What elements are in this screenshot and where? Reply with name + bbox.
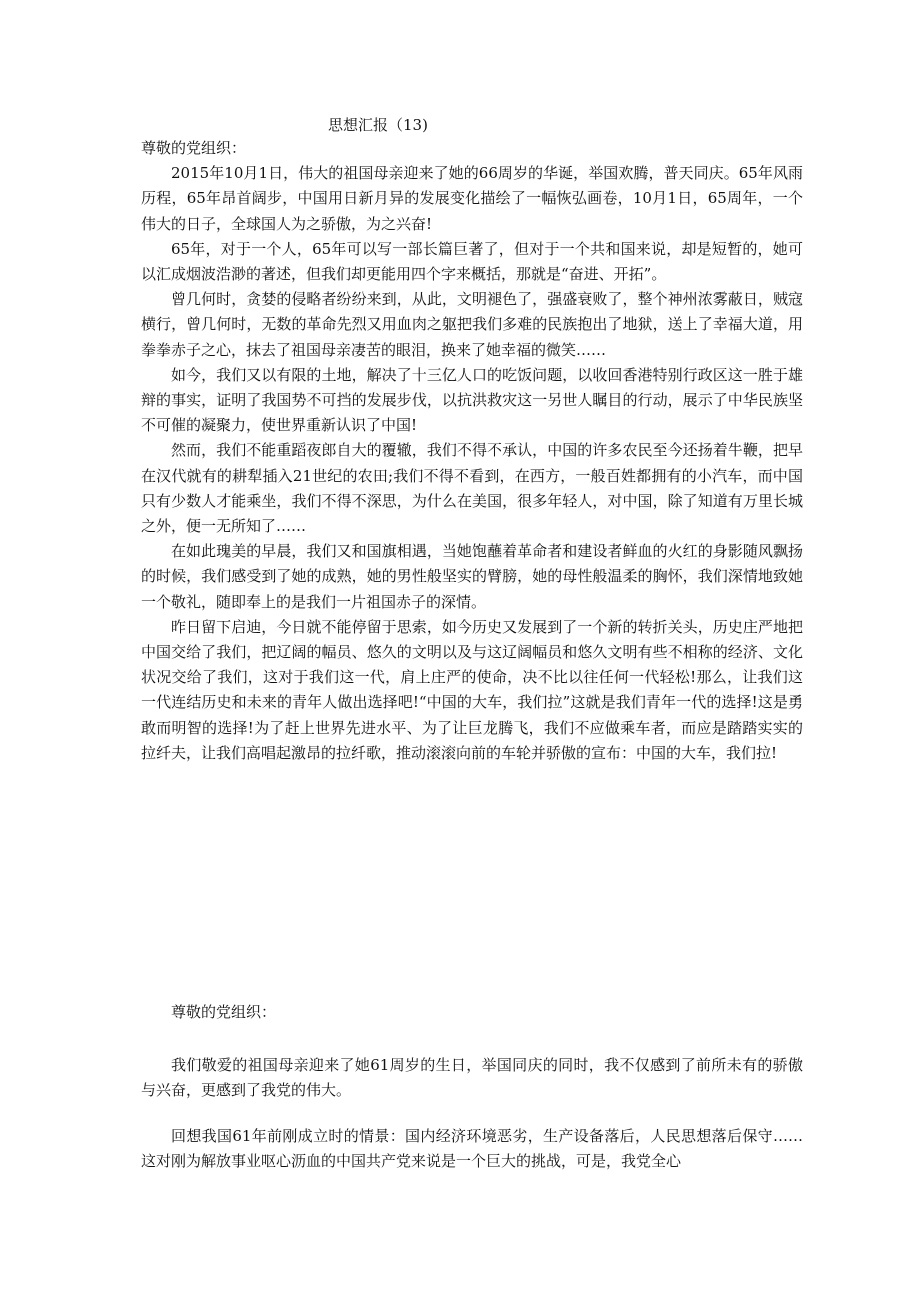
body-paragraph: 如今，我们又以有限的土地，解决了十三亿人口的吃饭问题，以收回香港特别行政区这一胜于雄辩的事实，证明了我国势不可挡的发展步伐，以抗洪救灾这一另世人瞩目的行动，展示了中华民族坚不可催的凝聚力，使世界重新认识了中国! [141, 365, 803, 435]
body-paragraph: 我们敬爱的祖国母亲迎来了她61周岁的生日，举国同庆的同时，我不仅感到了前所未有的骄傲与兴奋，更感到了我党的伟大。 [141, 1056, 803, 1100]
body-paragraph: 回想我国61年前刚成立时的情景：国内经济环境恶劣，生产设备落后，人民思想落后保守……这对刚为解放事业呕心沥血的中国共产党来说是一个巨大的挑战，可是，我党全心 [141, 1126, 803, 1170]
document-title: 思想汇报（13) [328, 116, 428, 134]
body-paragraph: 曾几何时，贪婪的侵略者纷纷来到，从此，文明褪色了，强盛衰败了，整个神州浓雾蔽日，贼寇横行，曾几何时，无数的革命先烈又用血肉之躯把我们多难的民族抱出了地狱，送上了幸福大道，用拳拳赤子之心，抹去了祖国母亲凄苦的眼泪，换来了她幸福的微笑…… [141, 290, 803, 359]
salutation: 尊敬的党组织： [141, 139, 247, 157]
body-paragraph: 在如此瑰美的早晨，我们又和国旗相遇，当她饱蘸着革命者和建设者鲜血的火红的身影随风飘扬的时候，我们感受到了她的成熟，她的男性般坚实的臂膀，她的母性般温柔的胸怀，我们深情地致她一个敬礼，随即奉上的是我们一片祖国赤子的深情。 [141, 542, 803, 611]
body-paragraph: 然而，我们不能重蹈夜郎自大的覆辙，我们不得不承认，中国的许多农民至今还扬着牛鞭，把早在汉代就有的耕犁插入21世纪的农田;我们不得不看到，在西方，一般百姓都拥有的小汽车，而中国只有少数人才能乘坐，我们不得不深思，为什么在美国，很多年轻人，对中国，除了知道有万里长城之外，便一无所知了…… [141, 441, 803, 536]
salutation: 尊敬的党组织： [171, 1003, 277, 1021]
report-section-2 [141, 1000, 803, 1194]
body-paragraph: 2015年10月1日，伟大的祖国母亲迎来了她的66周岁的华诞，举国欢腾，普天同庆。65年风雨历程，65年昂首阔步，中国用日新月异的发展变化描绘了一幅恢弘画卷，10月1日，65周年，一个伟大的日子，全球国人为之骄傲，为之兴奋! [141, 164, 803, 233]
report-section-1 [141, 136, 803, 766]
body-paragraph: 昨日留下启迪，今日就不能停留于思索，如今历史又发展到了一个新的转折关头，历史庄严地把中国交给了我们，把辽阔的幅员、悠久的文明以及与这辽阔幅员和悠久文明有些不相称的经济、文化状况交给了我们，这对于我们这一代，肩上庄严的使命，决不比以往任何一代轻松!那么，让我们这一代连结历史和未来的青年人做出选择吧!“中国的大车，我们拉”这就是我们青年一代的选择!这是勇敢而明智的选择!为了赶上世界先进水平、为了让巨龙腾飞，我们不应做乘车者，而应是踏踏实实的拉纤夫，让我们高唱起激昂的拉纤歌，推动滚滚向前的车轮并骄傲的宣布：中国的大车，我们拉! [141, 617, 803, 762]
body-paragraph: 65年，对于一个人，65年可以写一部长篇巨著了，但对于一个共和国来说，却是短暂的，她可以汇成烟波浩渺的著述，但我们却更能用四个字来概括，那就是“奋进、开拓”。 [141, 239, 803, 284]
